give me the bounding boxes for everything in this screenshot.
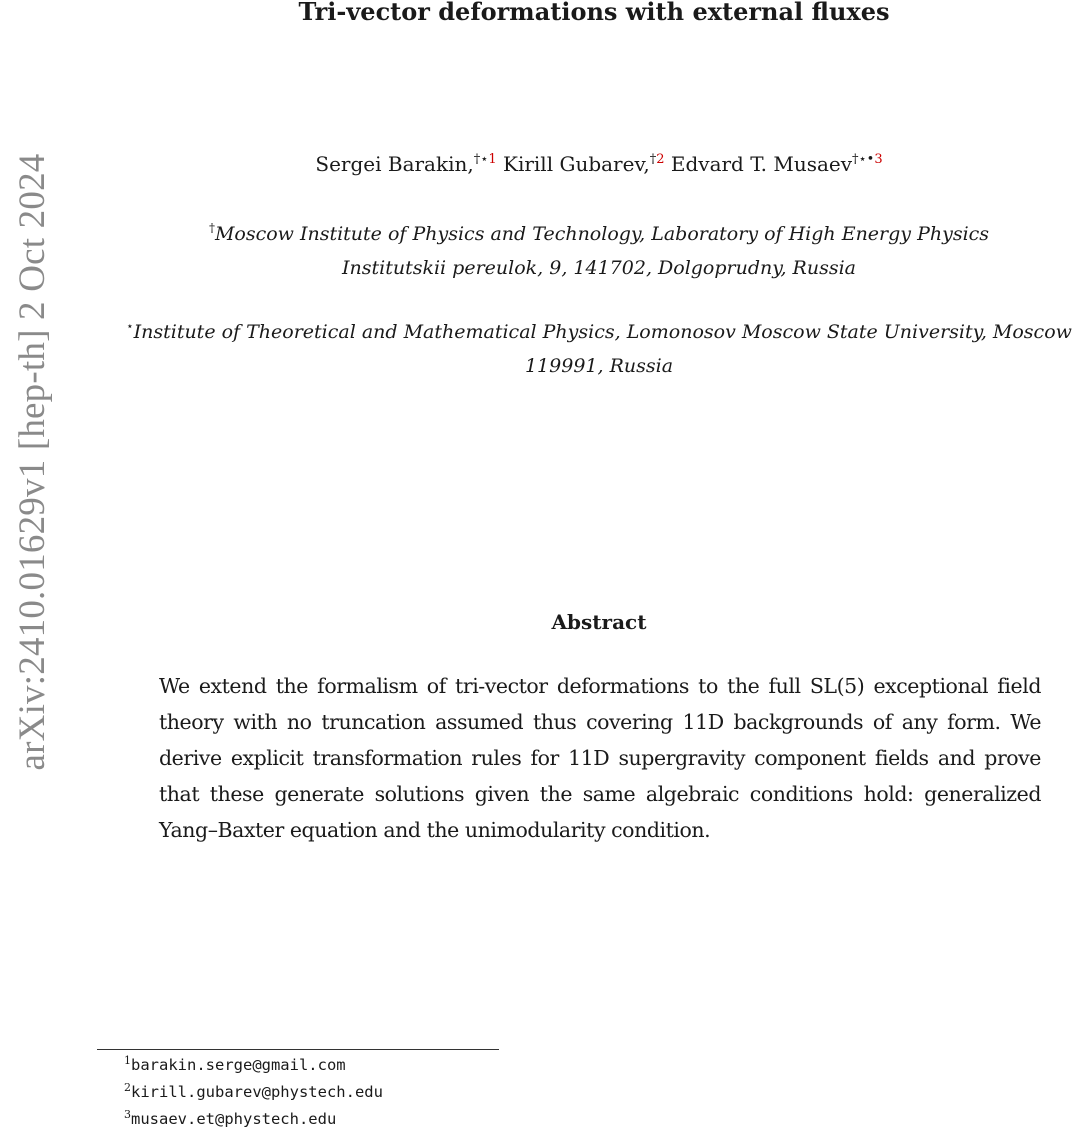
- affiliation-marks: †⋆: [473, 152, 489, 167]
- affiliation-mark: ⋆: [126, 319, 134, 333]
- paper-title: Tri-vector deformations with external fluxes: [298, 0, 890, 26]
- footnote-item: [124, 1106, 383, 1133]
- affiliation-text: Moscow Institute of Physics and Technology, Laboratory of High Energy Physics: [214, 223, 990, 245]
- author-name: Kirill Gubarev,: [503, 152, 650, 176]
- footnote-ref-link[interactable]: 2: [656, 152, 665, 167]
- affiliation-marks: †⋆•: [852, 152, 875, 167]
- affiliation-line: [0, 315, 1088, 349]
- affiliation-mark: †: [208, 221, 215, 235]
- footnote-item: [124, 1079, 383, 1106]
- footnote-email[interactable]: kirill.gubarev@phystech.edu: [131, 1083, 383, 1101]
- footnote-divider: [97, 1049, 499, 1050]
- footnote-item: [124, 1052, 383, 1079]
- footnote-ref-link[interactable]: 1: [488, 152, 497, 167]
- arxiv-identifier-stamp: arXiv:2410.01629v1 [hep-th] 2 Oct 2024: [12, 153, 53, 771]
- footnote-number: 1: [124, 1054, 131, 1067]
- footnote-email[interactable]: barakin.serge@gmail.com: [131, 1056, 346, 1074]
- author-list: [0, 150, 1088, 178]
- abstract-text: We extend the formalism of tri-vector deformations to the full SL(5) exceptional field theory with no truncation assumed thus covering 11D backgrounds of any form. We derive explicit transformation rules for 11D supergravity component fields and prove that these generate solutions given the same algebraic conditions hold: generalized Yang–Baxter equation and the unimodularity condition.: [159, 674, 1041, 842]
- footnote-ref-link[interactable]: 3: [874, 152, 883, 167]
- footnotes: [124, 1052, 383, 1133]
- affiliation-mipt: [0, 217, 1088, 285]
- affiliation-marks: †: [649, 152, 657, 167]
- affiliation-msu: [0, 315, 1088, 383]
- abstract-heading: Abstract: [551, 610, 647, 634]
- affiliation-address: 119991, Russia: [524, 355, 674, 377]
- affiliation-line: [0, 217, 1088, 251]
- affiliation-text: Institute of Theoretical and Mathematical Physics, Lomonosov Moscow State University, Moscow: [133, 321, 1072, 343]
- affiliation-address: Institutskii pereulok, 9, 141702, Dolgoprudny, Russia: [342, 257, 856, 279]
- author-name: Sergei Barakin,: [315, 152, 474, 176]
- footnote-number: 3: [124, 1108, 131, 1121]
- author-name: Edvard T. Musaev: [670, 152, 853, 176]
- footnote-email[interactable]: musaev.et@phystech.edu: [131, 1110, 337, 1128]
- footnote-number: 2: [124, 1081, 131, 1094]
